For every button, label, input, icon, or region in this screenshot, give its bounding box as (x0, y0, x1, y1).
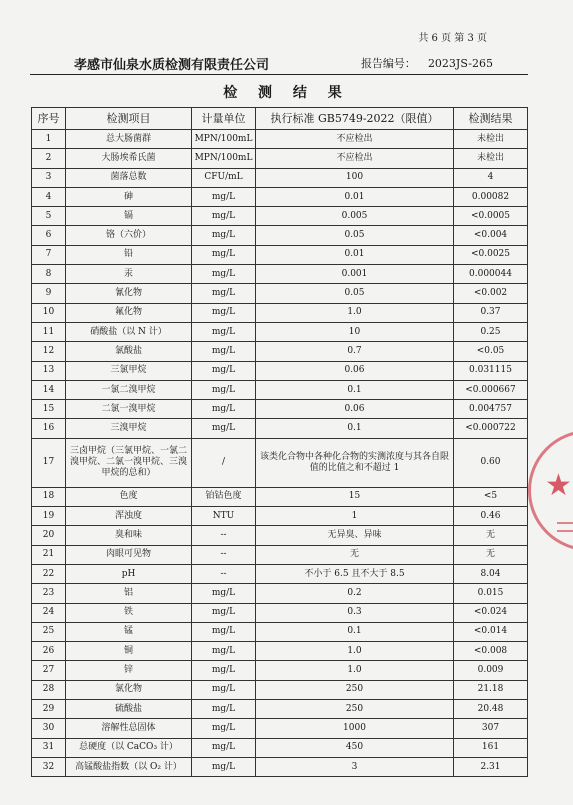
cell-limit: 0.06 (256, 361, 454, 380)
cell-result: <0.014 (454, 622, 528, 641)
cell-item: 大肠埃希氏菌 (66, 149, 192, 168)
cell-no: 4 (32, 187, 66, 206)
page-indicator: 共 6 页 第 3 页 (418, 33, 487, 44)
cell-no: 6 (32, 226, 66, 245)
cell-limit: 1.0 (256, 661, 454, 680)
report-number-block (361, 55, 493, 71)
cell-item: 色度 (66, 487, 192, 506)
cell-limit: 0.1 (256, 380, 454, 399)
cell-no: 14 (32, 380, 66, 399)
cell-item: 菌落总数 (66, 168, 192, 187)
table-row (32, 419, 528, 438)
cell-no: 12 (32, 342, 66, 361)
cell-item: 高锰酸盐指数（以 O₂ 计） (66, 757, 192, 776)
table-row (32, 564, 528, 583)
cell-result: 0.009 (454, 661, 528, 680)
cell-item: 浑浊度 (66, 507, 192, 526)
cell-no: 28 (32, 680, 66, 699)
cell-no: 21 (32, 545, 66, 564)
cell-no: 2 (32, 149, 66, 168)
stamp-line (557, 522, 573, 524)
cell-unit: mg/L (192, 661, 256, 680)
cell-item: 硫酸盐 (66, 700, 192, 719)
section-title: 检 测 结 果 (223, 85, 350, 101)
cell-result: 8.04 (454, 564, 528, 583)
cell-no: 7 (32, 245, 66, 264)
cell-result: 20.48 (454, 700, 528, 719)
cell-limit: 0.01 (256, 187, 454, 206)
table-row (32, 738, 528, 757)
cell-limit: 100 (256, 168, 454, 187)
cell-result: <0.0025 (454, 245, 528, 264)
table-row (32, 322, 528, 341)
cell-item: 铁 (66, 603, 192, 622)
cell-unit: -- (192, 526, 256, 545)
table-row (32, 661, 528, 680)
cell-limit: 0.2 (256, 584, 454, 603)
cell-limit: 0.001 (256, 265, 454, 284)
cell-limit: 15 (256, 487, 454, 506)
cell-no: 18 (32, 487, 66, 506)
cell-limit: 250 (256, 700, 454, 719)
cell-no: 3 (32, 168, 66, 187)
cell-unit: mg/L (192, 584, 256, 603)
cell-item: 镉 (66, 207, 192, 226)
cell-no: 15 (32, 400, 66, 419)
cell-limit: 450 (256, 738, 454, 757)
cell-limit: 250 (256, 680, 454, 699)
cell-limit: 不小于 6.5 且不大于 8.5 (256, 564, 454, 583)
table-row (32, 380, 528, 399)
cell-no: 17 (32, 438, 66, 487)
table-row (32, 226, 528, 245)
table-row (32, 545, 528, 564)
cell-limit: 无 (256, 545, 454, 564)
cell-item: 铝 (66, 584, 192, 603)
cell-no: 5 (32, 207, 66, 226)
table-row (32, 700, 528, 719)
table-row (32, 584, 528, 603)
cell-no: 29 (32, 700, 66, 719)
cell-result: 161 (454, 738, 528, 757)
cell-item: 氟化物 (66, 303, 192, 322)
cell-unit: mg/L (192, 265, 256, 284)
cell-item: 三卤甲烷（三氯甲烷、一氯二溴甲烷、二氯一溴甲烷、三溴甲烷的总和） (66, 438, 192, 487)
header-item: 检测项目 (66, 108, 192, 130)
cell-limit: 1000 (256, 719, 454, 738)
cell-result: 0.37 (454, 303, 528, 322)
cell-no: 26 (32, 642, 66, 661)
table-row (32, 719, 528, 738)
cell-result: 2.31 (454, 757, 528, 776)
cell-unit: mg/L (192, 380, 256, 399)
cell-item: 氯化物 (66, 680, 192, 699)
table-row (32, 487, 528, 506)
cell-result: 0.004757 (454, 400, 528, 419)
cell-no: 31 (32, 738, 66, 757)
table-row (32, 400, 528, 419)
header-unit: 计量单位 (192, 108, 256, 130)
cell-result: <0.000722 (454, 419, 528, 438)
table-row (32, 680, 528, 699)
cell-item: 臭和味 (66, 526, 192, 545)
cell-unit: MPN/100mL (192, 149, 256, 168)
results-table (31, 107, 528, 777)
cell-item: 铜 (66, 642, 192, 661)
stamp-line (557, 530, 573, 532)
table-header-row (32, 108, 528, 130)
cell-item: 硝酸盐（以 N 计） (66, 322, 192, 341)
cell-result: <0.008 (454, 642, 528, 661)
report-number-label: 报告编号： (360, 57, 416, 70)
cell-unit: mg/L (192, 719, 256, 738)
cell-no: 27 (32, 661, 66, 680)
cell-result: <0.004 (454, 226, 528, 245)
cell-no: 8 (32, 265, 66, 284)
cell-item: 锰 (66, 622, 192, 641)
table-row (32, 207, 528, 226)
cell-result: <0.05 (454, 342, 528, 361)
cell-no: 11 (32, 322, 66, 341)
cell-result: 无 (454, 526, 528, 545)
cell-result: 未检出 (454, 149, 528, 168)
cell-item: 总大肠菌群 (66, 130, 192, 149)
cell-item: 铬（六价） (66, 226, 192, 245)
cell-unit: mg/L (192, 738, 256, 757)
cell-limit: 1.0 (256, 642, 454, 661)
cell-result: <0.002 (454, 284, 528, 303)
cell-result: 21.18 (454, 680, 528, 699)
cell-result: 4 (454, 168, 528, 187)
cell-no: 23 (32, 584, 66, 603)
cell-item: 铅 (66, 245, 192, 264)
cell-item: 氰化物 (66, 284, 192, 303)
cell-item: 三氯甲烷 (66, 361, 192, 380)
cell-result: 0.60 (454, 438, 528, 487)
cell-item: pH (66, 564, 192, 583)
table-row (32, 284, 528, 303)
cell-unit: mg/L (192, 342, 256, 361)
cell-unit: mg/L (192, 622, 256, 641)
cell-limit: 不应检出 (256, 149, 454, 168)
red-seal-stamp (523, 430, 573, 560)
cell-no: 9 (32, 284, 66, 303)
cell-result: 0.25 (454, 322, 528, 341)
cell-unit: NTU (192, 507, 256, 526)
cell-item: 一氯二溴甲烷 (66, 380, 192, 399)
cell-no: 10 (32, 303, 66, 322)
cell-no: 16 (32, 419, 66, 438)
cell-result: 0.031115 (454, 361, 528, 380)
cell-unit: -- (192, 564, 256, 583)
header-no: 序号 (32, 108, 66, 130)
cell-limit: 3 (256, 757, 454, 776)
stamp-star-icon: ★ (545, 468, 572, 503)
cell-limit: 1.0 (256, 303, 454, 322)
table-row (32, 303, 528, 322)
cell-no: 30 (32, 719, 66, 738)
cell-unit: mg/L (192, 642, 256, 661)
table-row (32, 603, 528, 622)
cell-limit: 0.01 (256, 245, 454, 264)
cell-result: 无 (454, 545, 528, 564)
cell-no: 32 (32, 757, 66, 776)
cell-result: 0.46 (454, 507, 528, 526)
cell-item: 肉眼可见物 (66, 545, 192, 564)
company-name: 孝感市仙泉水质检测有限责任公司 (74, 58, 270, 73)
cell-unit: mg/L (192, 245, 256, 264)
cell-unit: mg/L (192, 680, 256, 699)
cell-no: 22 (32, 564, 66, 583)
cell-limit: 无异臭、异味 (256, 526, 454, 545)
table-row (32, 342, 528, 361)
cell-unit: 铂钴色度 (192, 487, 256, 506)
cell-unit: mg/L (192, 303, 256, 322)
table-row (32, 265, 528, 284)
cell-result: <0.000667 (454, 380, 528, 399)
cell-unit: mg/L (192, 207, 256, 226)
cell-limit: 该类化合物中各种化合物的实测浓度与其各自限值的比值之和不超过 1 (256, 438, 454, 487)
cell-unit: mg/L (192, 226, 256, 245)
cell-no: 1 (32, 130, 66, 149)
cell-result: 0.015 (454, 584, 528, 603)
cell-result: 0.00082 (454, 187, 528, 206)
cell-item: 锌 (66, 661, 192, 680)
cell-limit: 0.06 (256, 400, 454, 419)
cell-unit: CFU/mL (192, 168, 256, 187)
table-row (32, 149, 528, 168)
cell-item: 总硬度（以 CaCO₃ 计） (66, 738, 192, 757)
cell-limit: 1 (256, 507, 454, 526)
cell-unit: MPN/100mL (192, 130, 256, 149)
cell-item: 三溴甲烷 (66, 419, 192, 438)
cell-unit: mg/L (192, 284, 256, 303)
cell-limit: 0.7 (256, 342, 454, 361)
cell-limit: 0.1 (256, 419, 454, 438)
table-row (32, 526, 528, 545)
cell-item: 氯酸盐 (66, 342, 192, 361)
cell-unit: mg/L (192, 361, 256, 380)
table-row (32, 622, 528, 641)
cell-item: 溶解性总固体 (66, 719, 192, 738)
cell-limit: 0.3 (256, 603, 454, 622)
cell-result: <0.0005 (454, 207, 528, 226)
table-body (32, 130, 528, 777)
table-row (32, 361, 528, 380)
table-row (32, 757, 528, 776)
cell-no: 19 (32, 507, 66, 526)
cell-limit: 0.1 (256, 622, 454, 641)
cell-item: 汞 (66, 265, 192, 284)
cell-item: 砷 (66, 187, 192, 206)
cell-unit: -- (192, 545, 256, 564)
table-row (32, 187, 528, 206)
cell-unit: mg/L (192, 757, 256, 776)
cell-no: 20 (32, 526, 66, 545)
cell-result: 307 (454, 719, 528, 738)
report-number-value: 2023JS-265 (427, 57, 493, 70)
cell-no: 13 (32, 361, 66, 380)
cell-limit: 不应检出 (256, 130, 454, 149)
header-limit: 执行标准 GB5749-2022（限值） (256, 108, 454, 130)
table-row (32, 438, 528, 487)
table-row (32, 168, 528, 187)
cell-result: <5 (454, 487, 528, 506)
cell-unit: mg/L (192, 400, 256, 419)
cell-limit: 0.05 (256, 284, 454, 303)
cell-limit: 10 (256, 322, 454, 341)
cell-result: 0.000044 (454, 265, 528, 284)
cell-limit: 0.05 (256, 226, 454, 245)
table-row (32, 130, 528, 149)
cell-result: 未检出 (454, 130, 528, 149)
cell-item: 二氯一溴甲烷 (66, 400, 192, 419)
table-row (32, 507, 528, 526)
cell-unit: mg/L (192, 419, 256, 438)
cell-no: 25 (32, 622, 66, 641)
header-result: 检测结果 (454, 108, 528, 130)
cell-unit: mg/L (192, 700, 256, 719)
cell-unit: mg/L (192, 603, 256, 622)
table-row (32, 642, 528, 661)
cell-unit: mg/L (192, 322, 256, 341)
cell-unit: / (192, 438, 256, 487)
header-divider (30, 74, 528, 75)
cell-unit: mg/L (192, 187, 256, 206)
table-row (32, 245, 528, 264)
cell-no: 24 (32, 603, 66, 622)
cell-limit: 0.005 (256, 207, 454, 226)
cell-result: <0.024 (454, 603, 528, 622)
